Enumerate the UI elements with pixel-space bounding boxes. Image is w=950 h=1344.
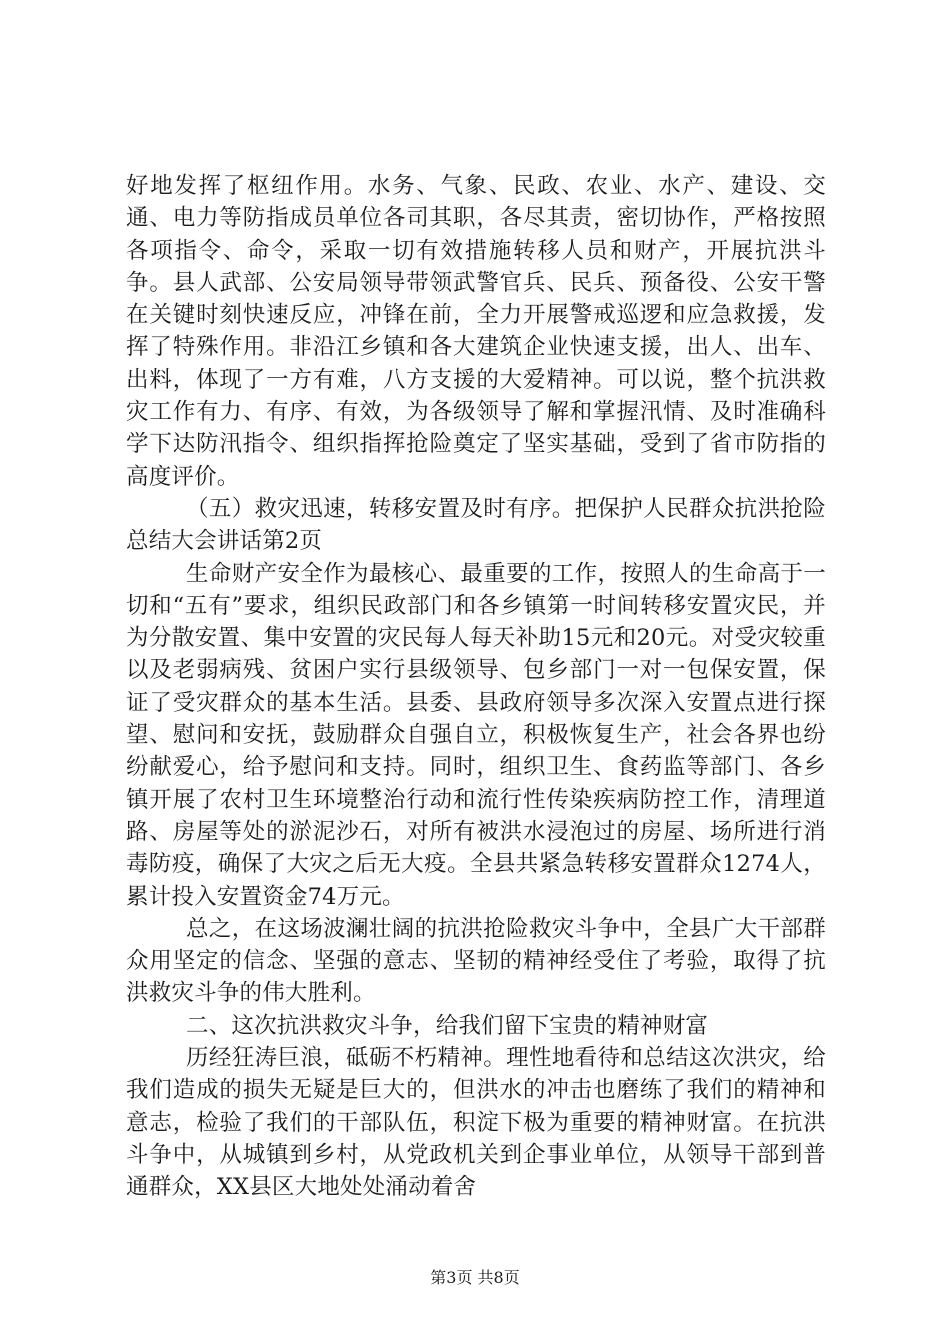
document-body [126, 170, 826, 1204]
paragraph-section-5-heading: （五）救灾迅速，转移安置及时有序。把保护人民群众抗洪抢险总结大会讲话第2页 [126, 495, 826, 555]
section-2-heading: 二、这次抗洪救灾斗争，给我们留下宝贵的精神财富 [186, 1012, 709, 1039]
page-number-label: 第3页 共8页 [430, 1268, 520, 1287]
paragraph-continuation: 好地发挥了枢纽作用。水务、气象、民政、农业、水产、建设、交通、电力等防指成员单位各司其职，各尽其责，密切协作，严格按照各项指令、命令，采取一切有效措施转移人员和财产，开展抗洪斗争。县人武部、公安局领导带领武警官兵、民兵、预备役、公安干警在关键时刻快速反应，冲锋在前，全力开展警戒巡逻和应急救援，发挥了特殊作用。非沿江乡镇和各大建筑企业快速支援，出人、出车、出料，体现了一方有难，八方支援的大爱精神。可以说，整个抗洪救灾工作有力、有序、有效，为各级领导了解和掌握汛情、及时准确科学下达防汛指令、组织指挥抢险奠定了坚实基础，受到了省市防指的高度评价。 [126, 173, 826, 490]
paragraph-resettlement: 生命财产安全作为最核心、最重要的工作，按照人的生命高于一切和“五有”要求，组织民政部门和各乡镇第一时间转移安置灾民，并为分散安置、集中安置的灾民每人每天补助15元和20元。对受灾较重以及老弱病残、贫困户实行县级领导、包乡部门一对一包保安置，保证了受灾群众的基本生活。县委、县政府领导多次深入安置点进行探望、慰问和安抚，鼓励群众自强自立，积极恢复生产，社会各界也纷纷献爱心，给予慰问和支持。同时，组织卫生、食药监等部门、各乡镇开展了农村卫生环境整治行动和流行性传染疾病防控工作，清理道路、房屋等处的淤泥沙石，对所有被洪水浸泡过的房屋、场所进行消毒防疫，确保了大灾之后无大疫。全县共紧急转移安置群众1274人，累计投入安置资金74万元。 [126, 560, 826, 910]
paragraph-summary: 总之，在这场波澜壮阔的抗洪抢险救灾斗争中，全县广大干部群众用坚定的信念、坚强的意志、坚韧的精神经受住了考验，取得了抗洪救灾斗争的伟大胜利。 [126, 915, 826, 1007]
paragraph-spiritual-wealth: 历经狂涛巨浪，砥砺不朽精神。理性地看待和总结这次洪灾，给我们造成的损失无疑是巨大的，但洪水的冲击也磨练了我们的精神和意志，检验了我们的干部队伍，积淀下极为重要的精神财富。在抗洪斗争中，从城镇到乡村，从党政机关到企事业单位，从领导干部到普通群众，XX县区大地处处涌动着舍 [126, 1045, 826, 1201]
page-footer [0, 1268, 950, 1288]
